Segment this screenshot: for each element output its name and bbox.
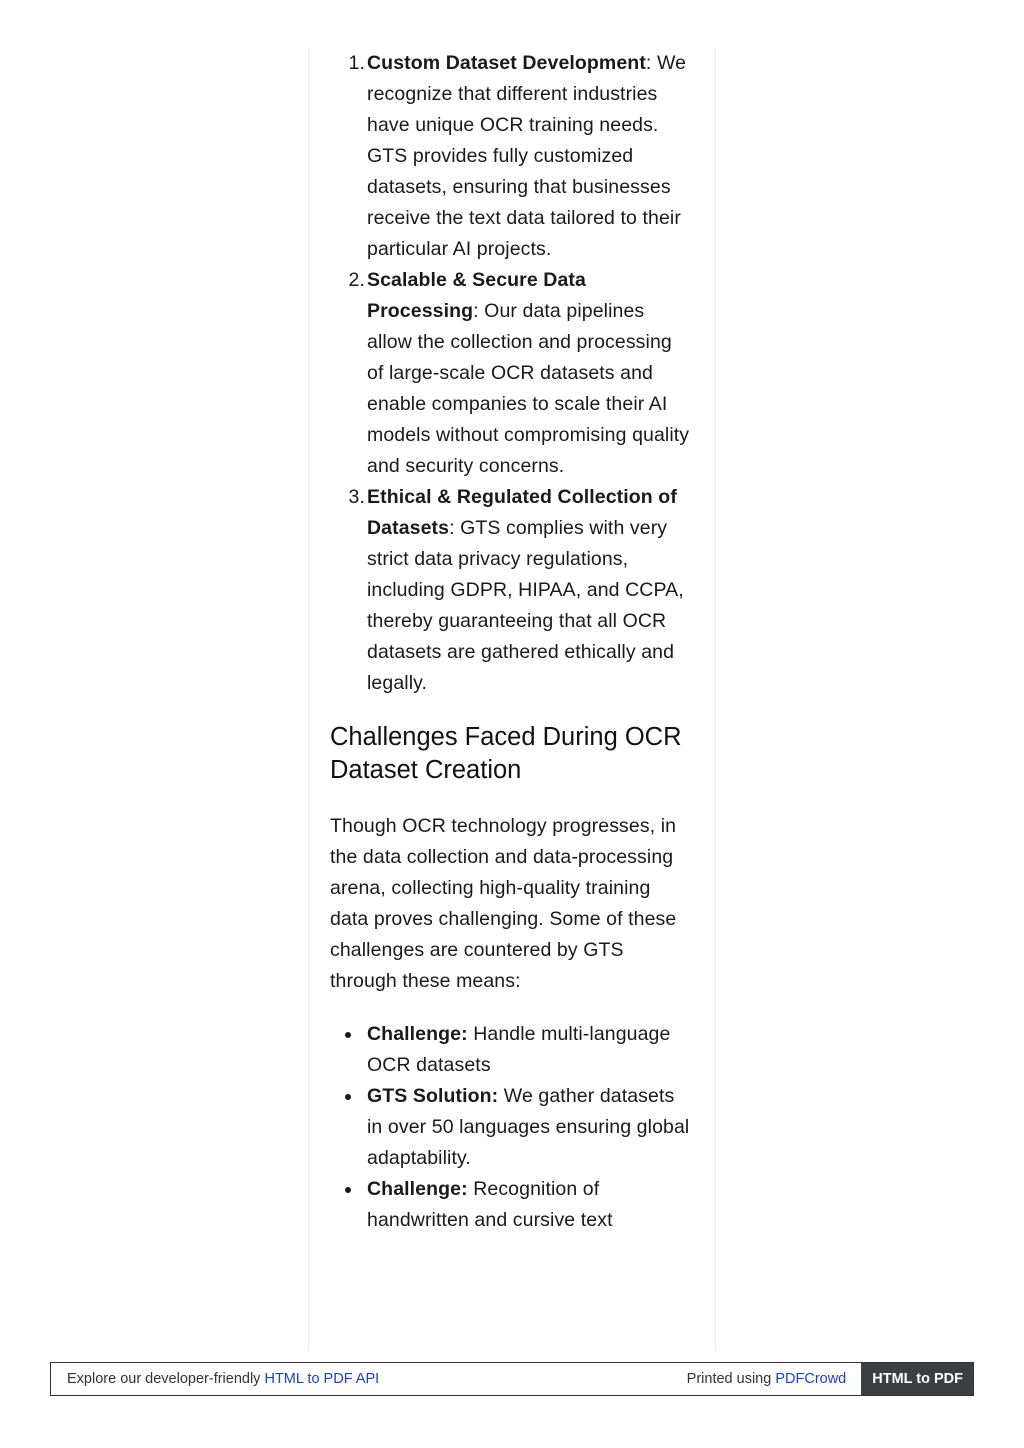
bullet-icon — [345, 1094, 351, 1100]
pdfcrowd-footer — [50, 1362, 974, 1396]
pdfcrowd-link[interactable]: PDFCrowd — [775, 1371, 847, 1387]
footer-printed-text: Printed using — [686, 1371, 776, 1387]
section-heading: Challenges Faced During OCR Dataset Creation — [330, 723, 682, 784]
challenge-text: Handle multi-language OCR datasets — [367, 1023, 671, 1076]
list-item — [348, 482, 693, 699]
feature-title: Scalable & Secure Data Processing — [367, 269, 586, 322]
feature-list — [330, 48, 693, 699]
intro-paragraph: Though OCR technology progresses, in the data collection and data-processing arena, collecting high-quality training data proves challenging. Some of these challenges are countered by GTS through these means: — [330, 815, 677, 992]
feature-text: : GTS complies with very strict data privacy regulations, including GDPR, HIPAA, and CCPA, thereby guaranteeing that all OCR datasets are gathered ethically and legally. — [367, 517, 684, 694]
footer-explore — [51, 1371, 687, 1387]
challenge-text: Recognition of handwritten and cursive text — [367, 1178, 613, 1231]
article-column — [308, 48, 716, 1350]
challenge-label: Challenge: — [367, 1023, 468, 1045]
footer-explore-text: Explore our developer-friendly — [67, 1371, 265, 1387]
feature-title: Ethical & Regulated Collection of Datasets — [367, 486, 677, 539]
footer-printed — [687, 1371, 862, 1387]
bullet-icon — [345, 1187, 351, 1193]
feature-title: Custom Dataset Development — [367, 52, 646, 74]
list-number: 3. — [348, 486, 365, 508]
list-number: 2. — [348, 269, 365, 291]
list-item — [348, 48, 693, 265]
challenge-label: GTS Solution: — [367, 1085, 499, 1107]
list-item — [367, 1019, 693, 1081]
feature-text: : We recognize that different industries have unique OCR training needs. GTS provides fully customized datasets, ensuring that businesses receive the text data tailored to their particular AI projects. — [367, 52, 687, 260]
feature-text: : Our data pipelines allow the collection and processing of large-scale OCR datasets and enable companies to scale their AI models without compromising quality and security concerns. — [367, 300, 690, 477]
html-to-pdf-badge[interactable]: HTML to PDF — [861, 1363, 973, 1395]
challenge-label: Challenge: — [367, 1178, 468, 1200]
list-item — [367, 1174, 693, 1236]
challenge-list — [330, 1019, 693, 1236]
bullet-icon — [345, 1032, 351, 1038]
challenge-text: We gather datasets in over 50 languages ensuring global adaptability. — [367, 1085, 690, 1169]
list-item — [367, 1081, 693, 1174]
html-to-pdf-api-link[interactable]: HTML to PDF API — [264, 1371, 380, 1387]
list-number: 1. — [348, 52, 365, 74]
list-item — [348, 265, 693, 482]
